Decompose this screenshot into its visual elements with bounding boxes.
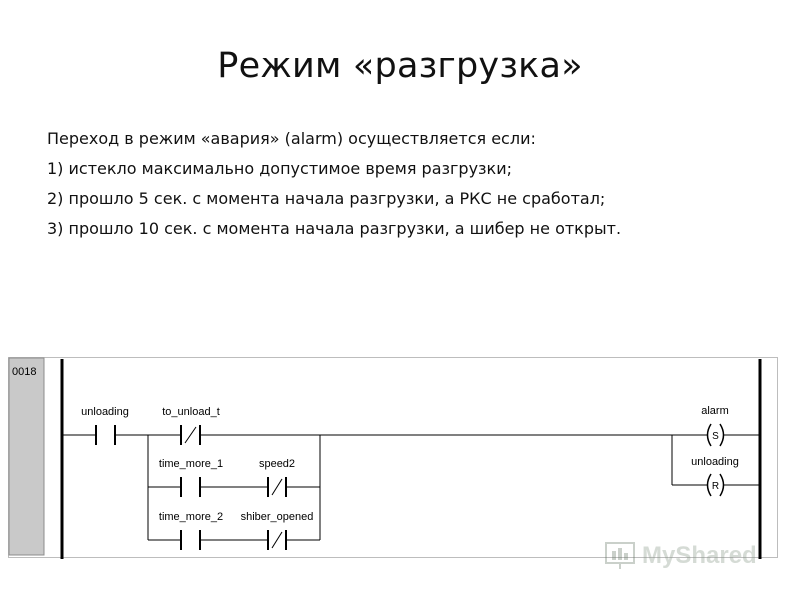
watermark bbox=[604, 535, 764, 575]
watermark-text: MyShared bbox=[642, 542, 757, 569]
contact-label-time-more-1: time_more_1 bbox=[158, 458, 224, 470]
contact-label-unloading: unloading bbox=[81, 406, 129, 418]
contact-label-shiber-opened: shiber_opened bbox=[240, 511, 314, 523]
body-line-condition-2: 2) прошло 5 сек. с момента начала разгрузки, а РКС не сработал; bbox=[47, 189, 606, 208]
body-line-intro: Переход в режим «авария» (alarm) осуществляется если: bbox=[47, 129, 536, 148]
body-line-condition-1: 1) истекло максимально допустимое время разгрузки; bbox=[47, 159, 512, 178]
contact-label-speed2: speed2 bbox=[258, 458, 296, 470]
contact-label-time-more-2: time_more_2 bbox=[158, 511, 224, 523]
ladder-frame bbox=[9, 358, 778, 558]
ladder-diagram bbox=[8, 357, 778, 562]
coil-label-alarm: alarm bbox=[701, 405, 729, 417]
presentation-icon bbox=[606, 543, 634, 569]
rung-number-column bbox=[9, 358, 44, 555]
slide-title: Режим «разгрузка» bbox=[217, 46, 583, 86]
coil-type-alarm: S bbox=[712, 431, 719, 442]
slide-body bbox=[47, 124, 767, 244]
contact-label-to-unload-t: to_unload_t bbox=[162, 406, 220, 418]
rung-number: 0018 bbox=[12, 366, 37, 378]
coil-type-unloading: R bbox=[711, 481, 720, 492]
body-line-condition-3: 3) прошло 10 сек. с момента начала разгрузки, а шибер не открыт. bbox=[47, 219, 622, 238]
coil-label-unloading: unloading bbox=[691, 456, 739, 468]
